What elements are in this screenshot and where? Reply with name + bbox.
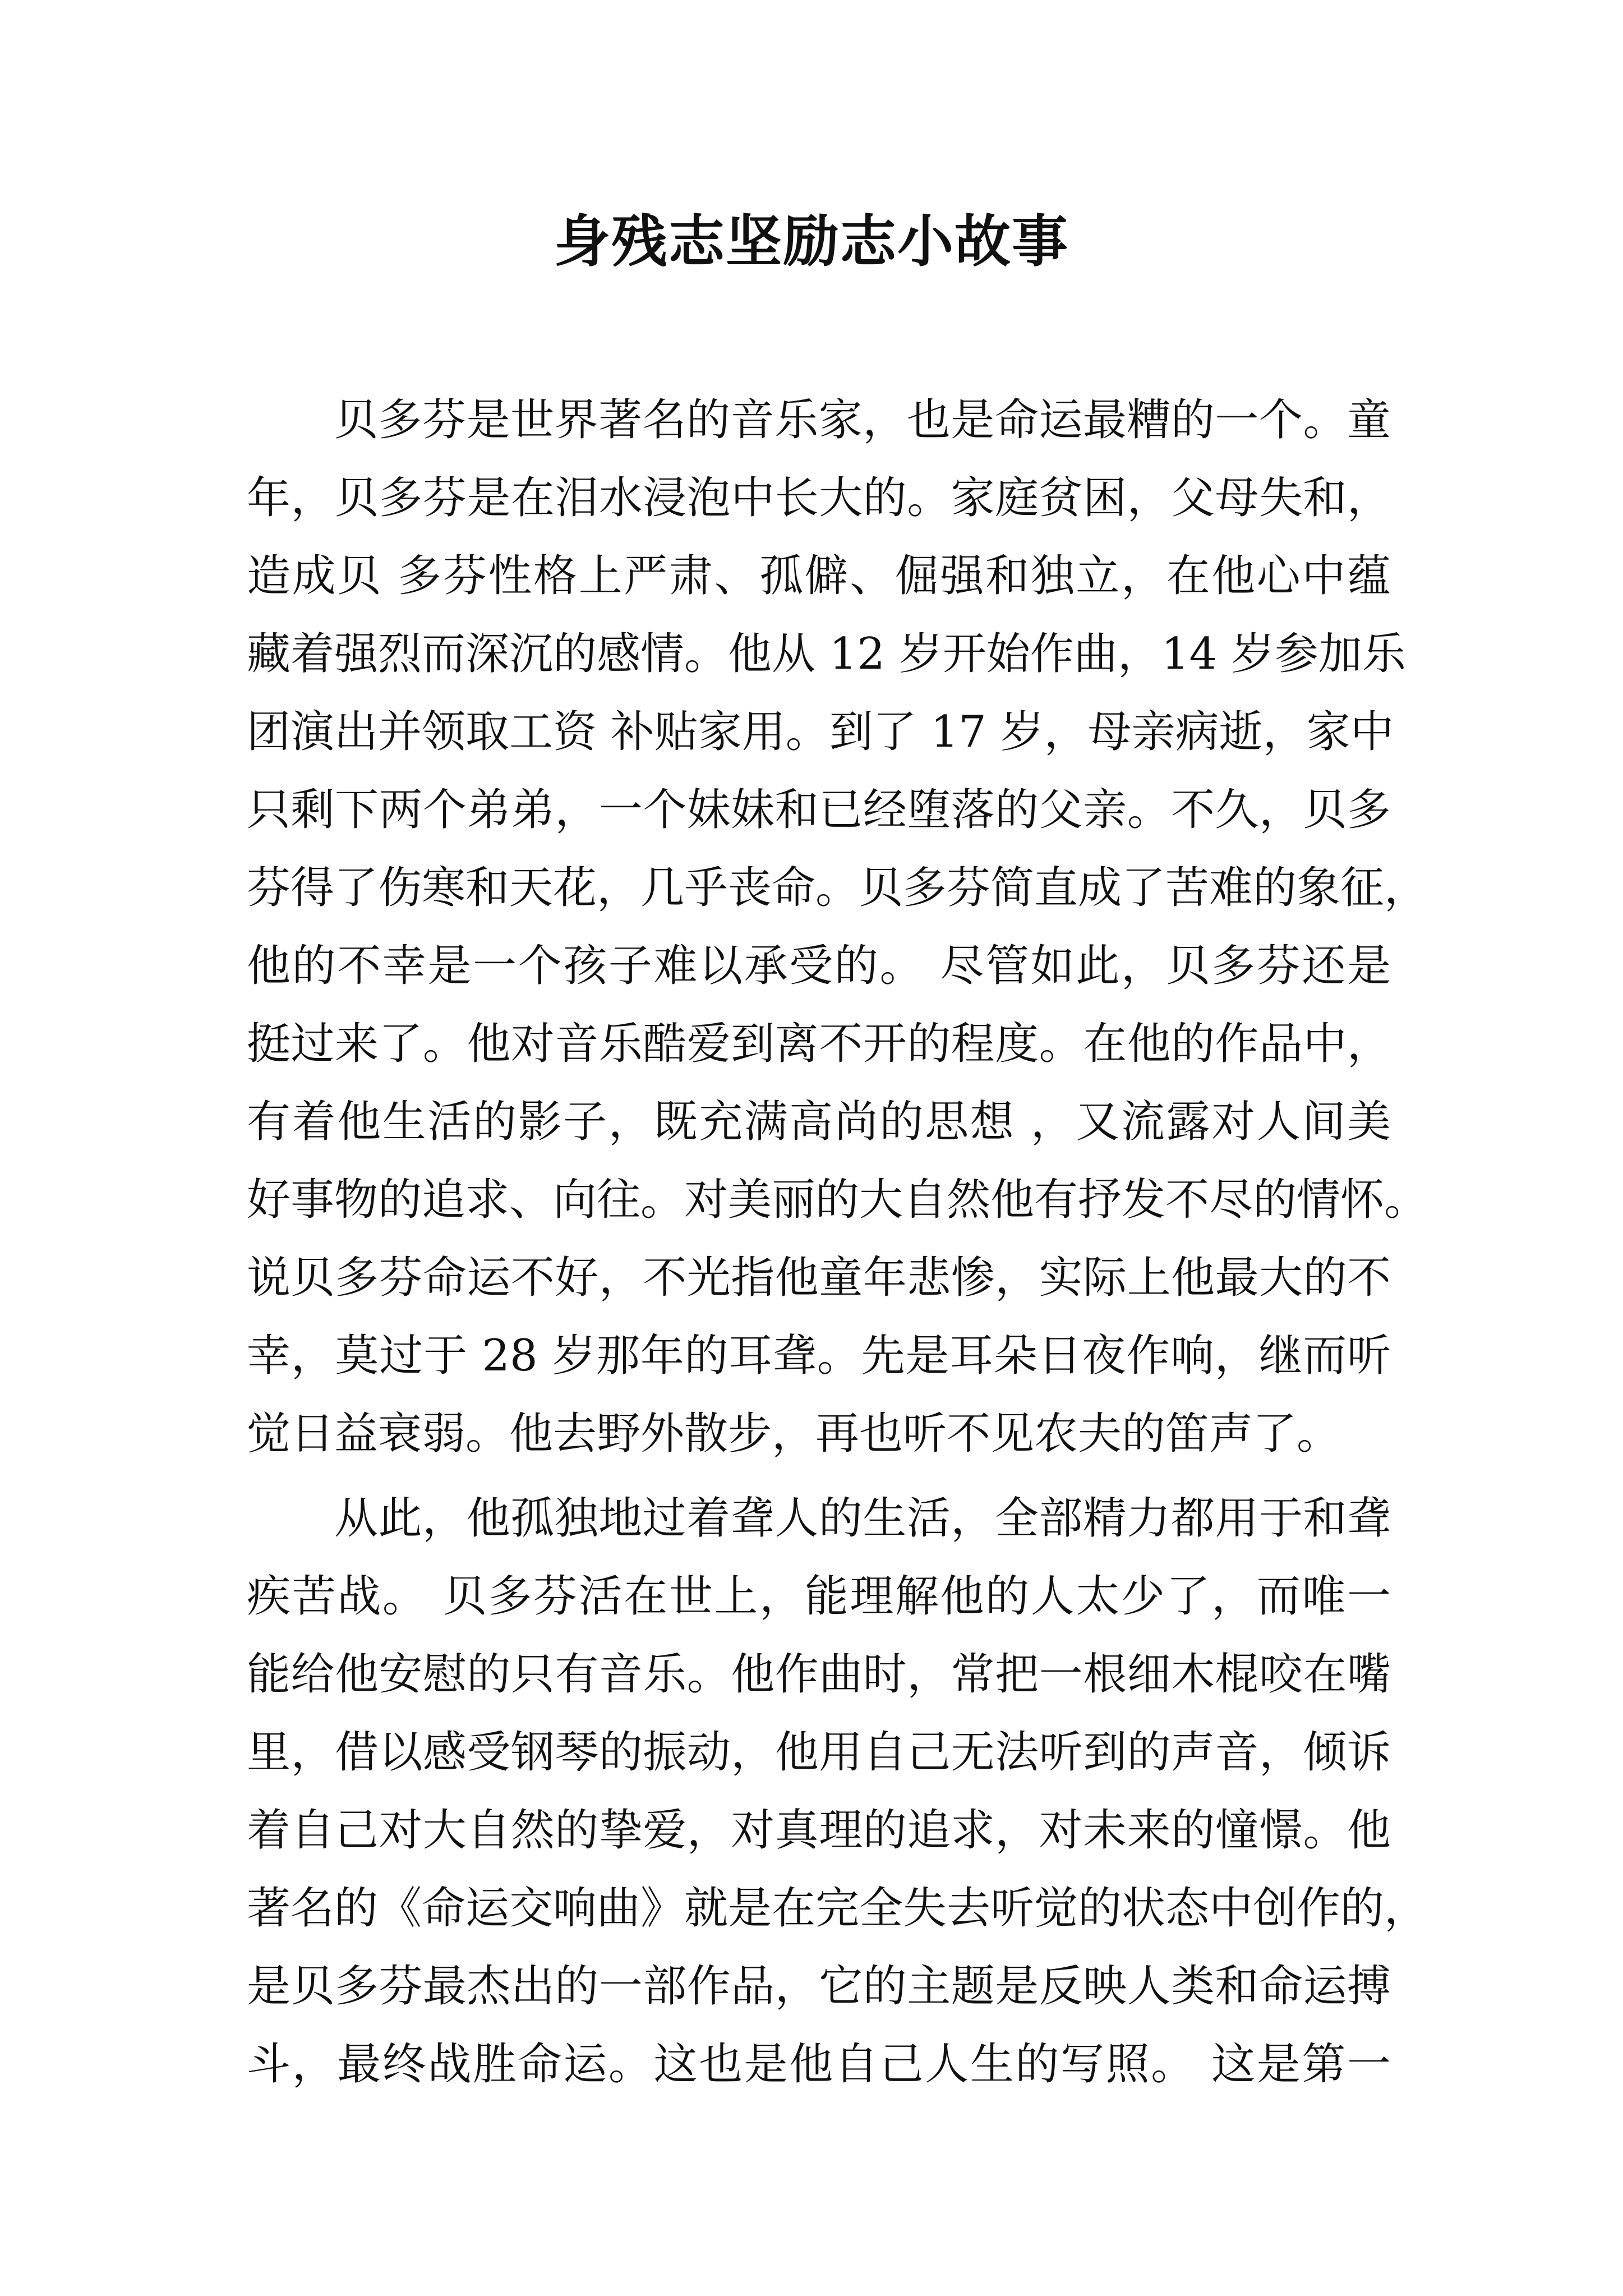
- text-line: 有着他生活的影子，既充满高尚的思想 ，又流露对人间美: [247, 1097, 1391, 1147]
- text-line: 从此，他孤独地过着聋人的生活，全部精力都用于和聋: [334, 1493, 1391, 1544]
- document-body: [247, 381, 1428, 2104]
- text-line: 着自己对大自然的挚爱，对真理的追求，对未来的憧憬。他: [247, 1805, 1391, 1856]
- text-line: 幸，莫过于 28 岁那年的耳聋。先是耳朵日夜作响，继而听: [247, 1331, 1391, 1381]
- paragraph: [247, 1480, 1428, 2104]
- text-line: 著名的《命运交响曲》就是在完全失去听觉的状态中创作的，: [247, 1883, 1428, 1934]
- paragraph: [247, 381, 1428, 1473]
- text-line: 年，贝多芬是在泪水浸泡中长大的。家庭贫困，父母失和，: [247, 473, 1391, 523]
- text-line: 藏着强烈而深沉的感情。他从 12 岁开始作曲，14 岁参加乐: [247, 629, 1406, 679]
- paragraph-gap: [247, 1473, 1391, 1480]
- text-line: 好事物的追求、向往。对美丽的大自然他有抒发不尽的情怀。: [247, 1175, 1428, 1225]
- text-line: 里，借以感受钢琴的振动，他用自己无法听到的声音，倾诉: [247, 1727, 1391, 1778]
- text-line: 贝多芬是世界著名的音乐家，也是命运最糟的一个。童: [334, 395, 1391, 445]
- text-line: 只剩下两个弟弟，一个妹妹和已经堕落的父亲。不久，贝多: [247, 785, 1391, 835]
- text-line: 能给他安慰的只有音乐。他作曲时，常把一根细木棍咬在嘴: [247, 1649, 1391, 1700]
- text-line: 疾苦战。 贝多芬活在世上，能理解他的人太少了，而唯一: [247, 1571, 1391, 1622]
- page-title: 身残志坚励志小故事: [554, 208, 1069, 274]
- text-line: 芬得了伤寒和天花，几乎丧命。贝多芬简直成了苦难的象征，: [247, 863, 1428, 913]
- text-line: 挺过来了。他对音乐酷爱到离不开的程度。在他的作品中，: [247, 1019, 1391, 1069]
- text-line: 造成贝 多芬性格上严肃、孤僻、倔强和独立，在他心中蕴: [247, 551, 1391, 601]
- text-line: 斗，最终战胜命运。这也是他自己人生的写照。 这是第一: [247, 2039, 1391, 2090]
- text-line: 说贝多芬命运不好，不光指他童年悲惨，实际上他最大的不: [247, 1253, 1391, 1303]
- text-line: 他的不幸是一个孩子难以承受的。 尽管如此，贝多芬还是: [247, 941, 1391, 991]
- text-line: 团演出并领取工资 补贴家用。到了 17 岁，母亲病逝，家中: [247, 707, 1394, 757]
- text-line: 是贝多芬最杰出的一部作品，它的主题是反映人类和命运搏: [247, 1961, 1391, 2012]
- text-line: 觉日益衰弱。他去野外散步，再也听不见农夫的笛声了。: [247, 1409, 1341, 1459]
